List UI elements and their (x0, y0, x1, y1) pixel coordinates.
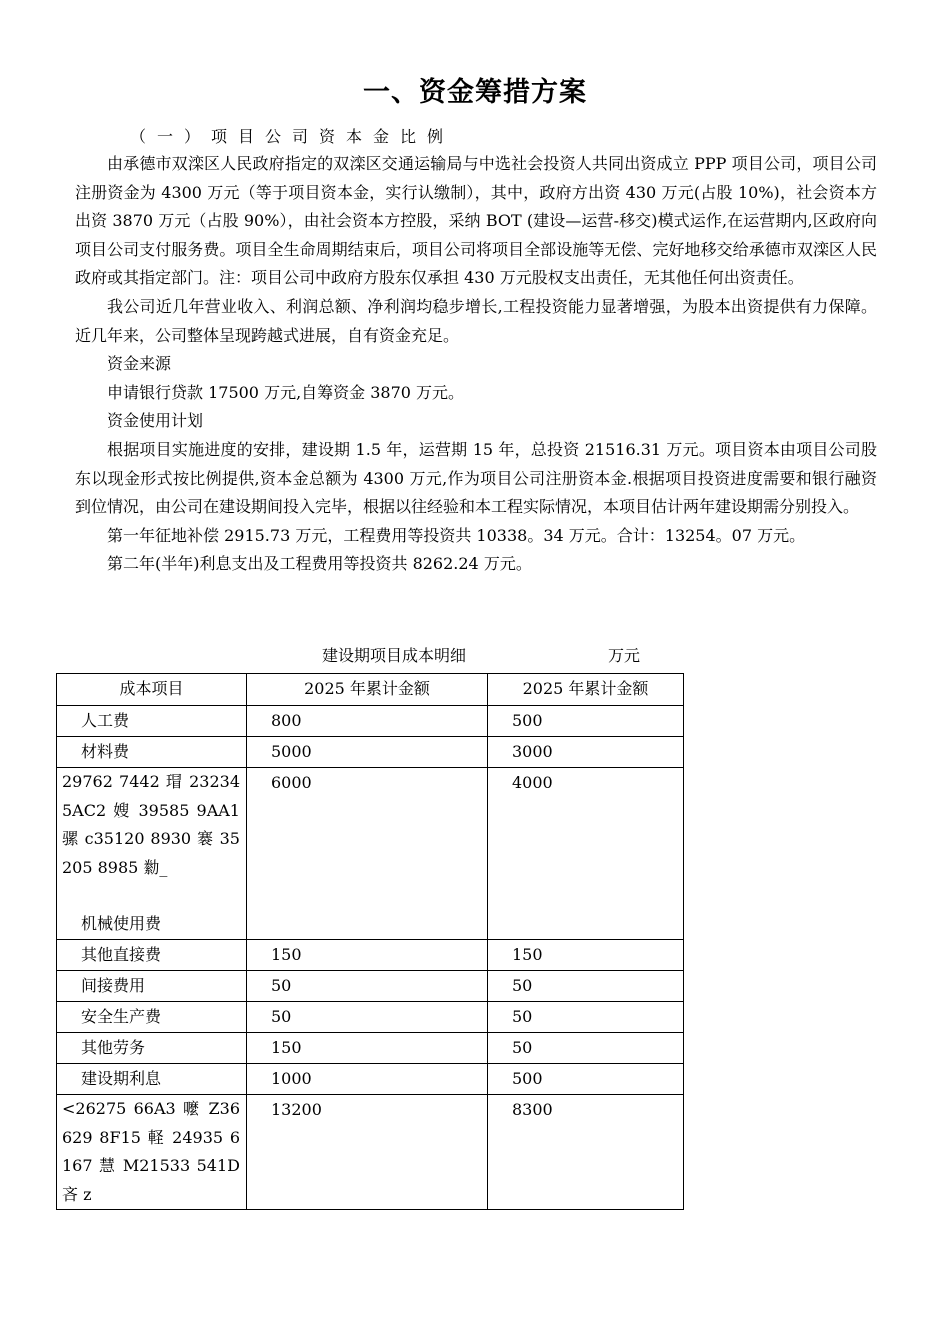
table-row (57, 737, 684, 768)
header-cost-item: 成本项目 (57, 674, 247, 706)
table-unit: 万元 (608, 646, 641, 665)
header-amount-1: 2025 年累计金额 (247, 674, 488, 706)
cell-amount-2: 4000 (488, 768, 684, 940)
paragraph: 根据项目实施进度的安排，建设期 1.5 年，运营期 15 年，总投资 21516.31 万元。项目资本由项目公司股东以现金形式按比例提供,资本金总额为 4300 万元,作为项目公司注册资本金.根据项目投资进度需要和银行融资到位情况，由公司在建设期间投入完毕，根据以往经验和本工程实际情况，本项目估计两年建设期需分别投入。 (75, 439, 877, 517)
page-title: 一、资金筹措方案 (363, 77, 587, 108)
table-caption: 建设期项目成本明细 (322, 646, 467, 665)
garbled-code-text: 29762 7442 瑁 23234 5AC2 嫂 39585 9AA1 骡 c35120 8930 褰 35205 8985 勬_ (62, 772, 240, 877)
cost-table (56, 673, 684, 1210)
cell-item: 安全生产费 (57, 1001, 247, 1032)
cell-amount-1: 50 (247, 1001, 488, 1032)
paragraph: 申请银行贷款 17500 万元,自筹资金 3870 万元。 (107, 382, 465, 402)
cell-amount-2: 3000 (488, 737, 684, 768)
cell-item (57, 768, 247, 940)
cell-amount-2: 500 (488, 1063, 684, 1094)
table-header-row (57, 674, 684, 706)
cell-amount-2: 50 (488, 1032, 684, 1063)
paragraph: 我公司近几年营业收入、利润总额、净利润均稳步增长,工程投资能力显著增强，为股本出资提供有力保障。近几年来，公司整体呈现跨越式进展，自有资金充足。 (75, 296, 877, 345)
table-row (57, 970, 684, 1001)
body-text (75, 150, 877, 579)
cell-amount-1: 6000 (247, 768, 488, 940)
table-row (57, 706, 684, 737)
garbled-code-text: <26275 66A3 嚒 Z36629 8F15 軽 24935 6167 慧 M21533 541D 吝 z (62, 1098, 240, 1204)
item-label: 机械使用费 (81, 914, 162, 934)
cell-amount-1: 150 (247, 939, 488, 970)
cell-item: 建设期利息 (57, 1063, 247, 1094)
section-heading: （一）项目公司资本金比例 (130, 127, 455, 146)
paragraph: 第二年(半年)利息支出及工程费用等投资共 8262.24 万元。 (107, 554, 532, 574)
cell-amount-1: 150 (247, 1032, 488, 1063)
paragraph: 由承德市双滦区人民政府指定的双滦区交通运输局与中选社会投资人共同出资成立 PPP 项目公司，项目公司注册资金为 4300 万元（等于项目资本金，实行认缴制），其中，政府方出资 430 万元(占股 10%)，社会资本方出资 3870 万元（占股 90%），由社会资本方控股，采纳 BOT (建设—运营-移交)模式运作,在运营期内,区政府向项目公司支付服务费。项目全生命周期结束后，项目公司将项目全部设施等无偿、完好地移交给承德市双滦区人民政府或其指定部门。注：项目公司中政府方股东仅承担 430 万元股权支出责任，无其他任何出资责任。 (75, 154, 877, 288)
blank-line (62, 882, 240, 910)
cell-amount-1: 800 (247, 706, 488, 737)
cell-amount-2: 8300 (488, 1094, 684, 1209)
paragraph: 资金使用计划 (107, 411, 204, 431)
header-amount-2: 2025 年累计金额 (488, 674, 684, 706)
cell-amount-2: 50 (488, 1001, 684, 1032)
cell-item (57, 1094, 247, 1209)
cell-amount-1: 50 (247, 970, 488, 1001)
table-row (57, 1063, 684, 1094)
table-row (57, 1001, 684, 1032)
table-row (57, 768, 684, 940)
cell-amount-1: 13200 (247, 1094, 488, 1209)
table-row (57, 1094, 684, 1209)
cell-item: 其他直接费 (57, 939, 247, 970)
table-row (57, 1032, 684, 1063)
cell-item: 间接费用 (57, 970, 247, 1001)
cell-amount-2: 500 (488, 706, 684, 737)
paragraph: 资金来源 (107, 354, 172, 374)
cell-item: 其他劳务 (57, 1032, 247, 1063)
cell-amount-2: 150 (488, 939, 684, 970)
paragraph: 第一年征地补偿 2915.73 万元，工程费用等投资共 10338。34 万元。合计：13254。07 万元。 (107, 525, 806, 545)
cell-amount-1: 5000 (247, 737, 488, 768)
cell-amount-2: 50 (488, 970, 684, 1001)
cell-amount-1: 1000 (247, 1063, 488, 1094)
cell-item: 材料费 (57, 737, 247, 768)
table-row (57, 939, 684, 970)
cell-item: 人工费 (57, 706, 247, 737)
